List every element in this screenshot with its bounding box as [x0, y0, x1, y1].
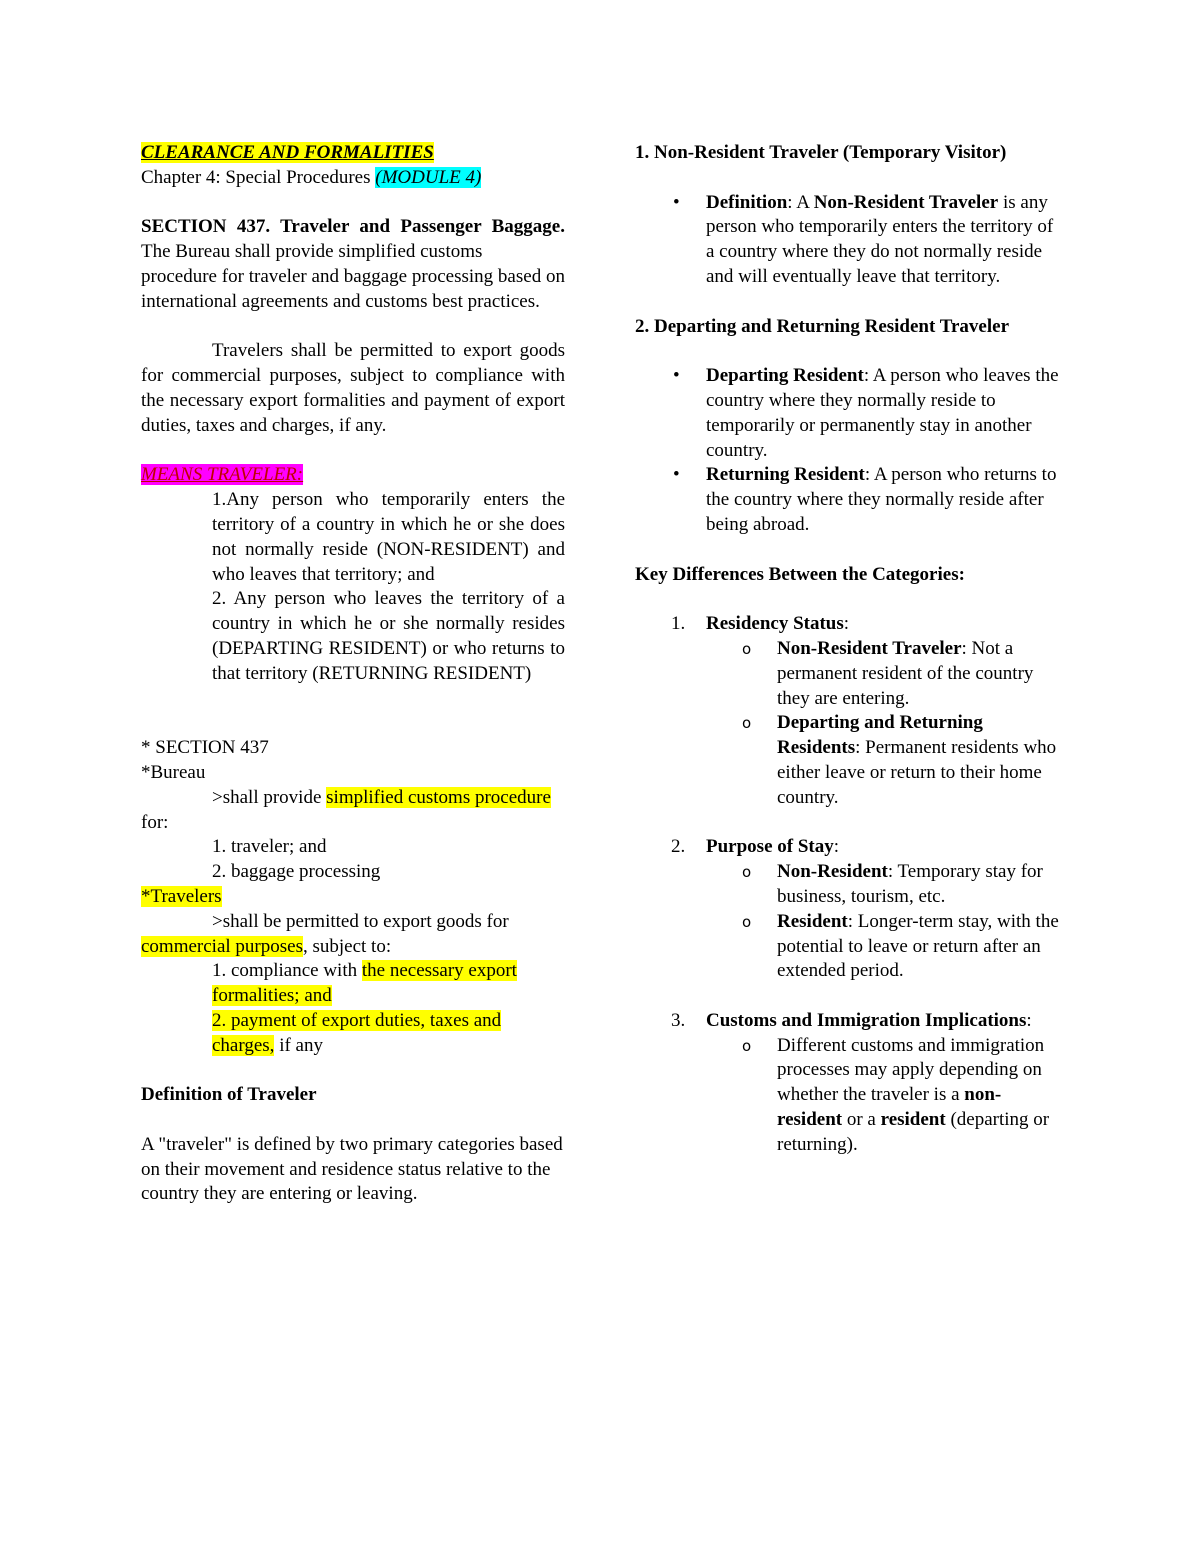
list-item: 2. Purpose of Stay: o Non-Resident: Temporary stay for business, tourism, etc. o Resident: Longer-term stay, with the potential to leave or return after an extended period. [635, 835, 1060, 1009]
sub-item: o Resident: Longer-term stay, with the potential to leave or return after an extended period. [742, 910, 1059, 982]
circle-bullet-icon: o [742, 863, 752, 882]
heading-key-differences: Key Differences Between the Categories: [635, 563, 965, 585]
sub-item: o Different customs and immigration processes may apply depending on whether the traveler is a non-resident or a resident (departing or returning). [742, 1034, 1050, 1155]
circle-bullet-icon: o [742, 1036, 752, 1055]
list-item: • Returning Resident: A person who returns to the country where they normally reside after being abroad. [673, 464, 1057, 535]
notes-bureau: *Bureau [141, 761, 206, 783]
key-differences-list [635, 612, 1060, 1158]
means-item-2: 2. Any person who leaves the territory of a country in which he or she normally resides (DEPARTING RESIDENT) or who returns to that territory (RETURNING RESIDENT) [212, 588, 565, 684]
means-traveler-label: MEANS TRAVELER: [141, 464, 304, 486]
notes-condition-1: 1. compliance with the necessary export formalities; and [212, 960, 517, 1007]
heading-non-resident: 1. Non-Resident Traveler (Temporary Visitor) [635, 142, 1007, 163]
notes-travelers-permit: >shall be permitted to export goods for commercial purposes, subject to: [141, 910, 509, 957]
notes-item-baggage: 2. baggage processing [212, 861, 381, 883]
sub-item: o Non-Resident: Temporary stay for business, tourism, etc. [742, 861, 1043, 907]
sub-item: o Non-Resident Traveler: Not a permanent resident of the country they are entering. [742, 637, 1034, 709]
doc-title: CLEARANCE AND FORMALITIES [141, 142, 434, 163]
list-item: • Definition: A Non-Resident Traveler is any person who temporarily enters the territory of a country where they do not normally reside and will eventually leave that territory. [673, 191, 1054, 287]
bullet-icon: • [673, 464, 680, 486]
right-column [635, 141, 1060, 1158]
sub-list [706, 860, 1060, 984]
chapter-line: Chapter 4: Special Procedures (MODULE 4) [141, 166, 482, 188]
bullet-icon: • [673, 191, 680, 213]
notes-section: * SECTION 437 [141, 737, 269, 759]
notes-item-traveler: 1. traveler; and [212, 836, 327, 858]
sub-list [706, 1034, 1060, 1158]
definition-body: A "traveler" is defined by two primary categories based on their movement and residence status relative to the country they are entering or leaving. [141, 1133, 563, 1205]
section-437-paragraph: SECTION 437. Traveler and Passenger Baggage. The Bureau shall provide simplified customs [141, 216, 565, 263]
heading-resident: 2. Departing and Returning Resident Traveler [635, 315, 1010, 337]
resident-list [635, 364, 1060, 538]
left-column [141, 141, 565, 1207]
non-resident-list [635, 191, 1060, 290]
bullet-icon: • [673, 365, 680, 387]
section-437-paragraph-cont: procedure for traveler and baggage processing based on international agreements and customs best practices. [141, 265, 565, 312]
circle-bullet-icon: o [742, 639, 752, 658]
circle-bullet-icon: o [742, 912, 752, 931]
notes-travelers: *Travelers [141, 885, 222, 907]
list-item: 3. Customs and Immigration Implications: o Different customs and immigration processes may apply depending on whether the traveler is a non-resident or a resident (departing or returning). [635, 1009, 1060, 1158]
notes-bureau-provide: >shall provide simplified customs procedure for: [141, 786, 551, 833]
means-item-1: 1.Any person who temporarily enters the territory of a country in which he or she does not normally reside (NON-RESIDENT) and who leaves that territory; and [212, 489, 565, 585]
sub-list [706, 637, 1060, 811]
definition-heading: Definition of Traveler [141, 1084, 317, 1106]
notes-condition-2: 2. payment of export duties, taxes and charges, if any [212, 1009, 502, 1056]
travelers-export-paragraph: Travelers shall be permitted to export goods for commercial purposes, subject to compliance with the necessary export formalities and payment of export duties, taxes and charges, if any. [141, 340, 565, 436]
list-item: • Departing Resident: A person who leaves the country where they normally reside to temporarily or permanently stay in another country. [673, 365, 1059, 461]
circle-bullet-icon: o [742, 714, 752, 733]
sub-item: o Departing and Returning Residents: Permanent residents who either leave or return to their home country. [742, 712, 1057, 808]
list-item: 1. Residency Status: o Non-Resident Traveler: Not a permanent resident of the country they are entering. o Departing and Returning Residents: Permanent residents who either leave or return to their home country. [635, 612, 1060, 835]
